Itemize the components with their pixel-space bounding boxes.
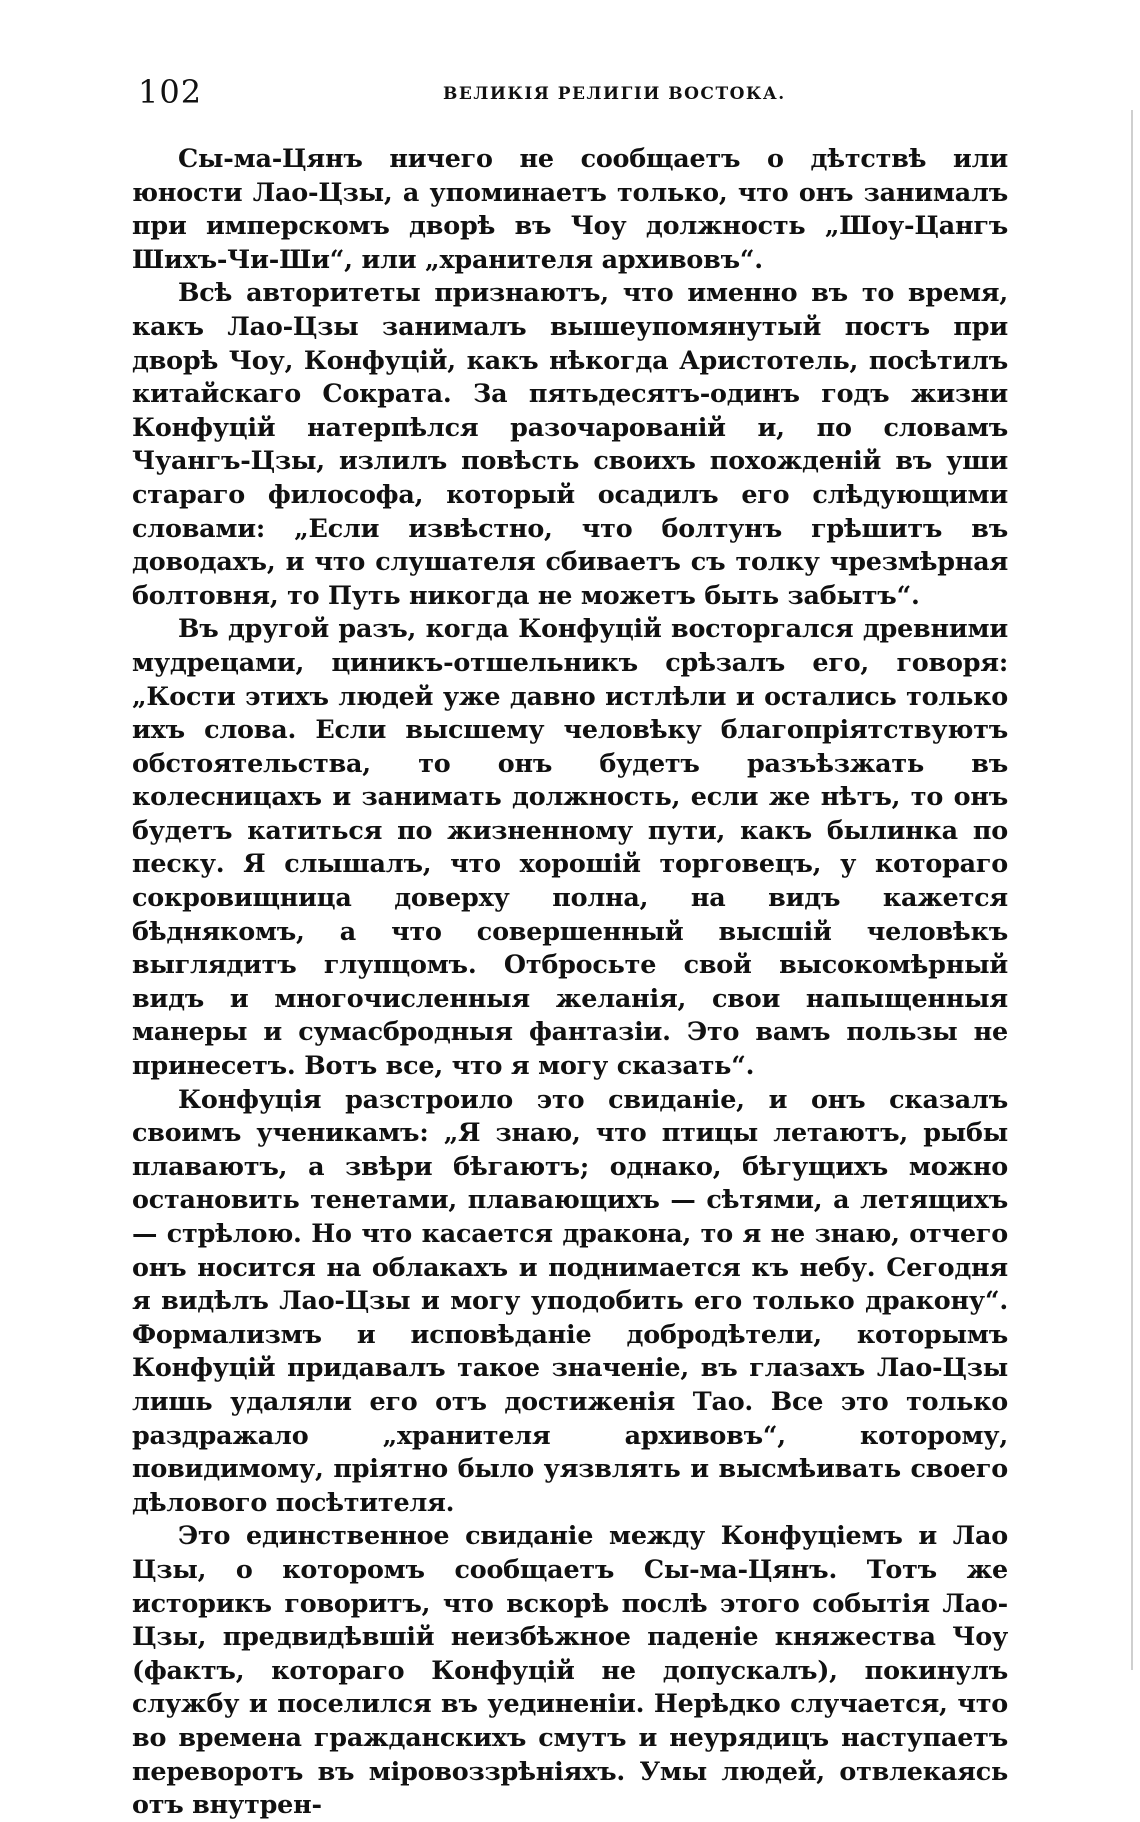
body-text — [132, 142, 1008, 1822]
page-header — [138, 72, 998, 112]
page-number: 102 — [138, 73, 203, 111]
paragraph: Въ другой разъ, когда Конфуцiй восторгался древними мудрецами, циникъ-отшельникъ срѣзалъ его, говоря: „Кости этихъ людей уже давно истлѣли и остались только ихъ слова. Если высшему человѣку благопрiятствуютъ обстоятельства, то онъ будетъ разъѣзжать въ колесницахъ и занимать должность, если же нѣтъ, то онъ будетъ катиться по жизненному пути, какъ былинка по песку. Я слышалъ, что хорошiй торговецъ, у котораго сокровищница доверху полна, на видъ кажется бѣднякомъ, а что совершенный высшiй человѣкъ выглядитъ глупцомъ. Отбросьте свой высокомѣрный видъ и многочисленныя желанiя, свои напыщенныя манеры и сумасбродныя фантазiи. Это вамъ пользы не принесетъ. Вотъ все, что я могу сказать“. — [132, 613, 1008, 1081]
running-title: ВЕЛИКIЯ РЕЛИГIИ ВОСТОКА. — [443, 84, 786, 104]
page-edge-line — [1131, 110, 1133, 1670]
paragraph: Всѣ авторитеты признаютъ, что именно въ то время, какъ Лао-Цзы занималъ вышеупомянутый постъ при дворѣ Чоу, Конфуцiй, какъ нѣкогда Аристотель, посѣтилъ китайскаго Сократа. За пятьдесятъ-одинъ годъ жизни Конфуцiй натерпѣлся разочарованiй и, по словамъ Чуангъ-Цзы, излилъ повѣсть своихъ похожденiй въ уши стараго философа, который осадилъ его слѣдующими словами: „Если извѣстно, что болтунъ грѣшитъ въ доводахъ, и что слушателя сбиваетъ съ толку чрезмѣрная болтовня, то Путь никогда не можетъ быть забытъ“. — [132, 277, 1008, 610]
paragraph: Это единственное свиданiе между Конфуцiемъ и Лао Цзы, о которомъ сообщаетъ Сы-ма-Цянъ. Тотъ же историкъ говоритъ, что вскорѣ послѣ этого событiя Лао-Цзы, предвидѣвшiй неизбѣжное паденiе княжества Чоу (фактъ, котораго Конфуцiй не допускалъ), покинулъ службу и поселился въ уединенiи. Нерѣдко случается, что во времена гражданскихъ смутъ и неурядицъ наступаетъ переворотъ въ мiровоззрѣнiяхъ. Умы людей, отвлекаясь отъ внутрен- — [132, 1520, 1008, 1820]
paragraph: Сы-ма-Цянъ ничего не сообщаетъ о дѣтствѣ или юности Лао-Цзы, а упоминаетъ только, что онъ занималъ при имперскомъ дворѣ въ Чоу должность „Шоу-Цангъ Шихъ-Чи-Ши“, или „хранителя архивовъ“. — [132, 143, 1008, 274]
paragraph: Конфуцiя разстроило это свиданiе, и онъ сказалъ своимъ ученикамъ: „Я знаю, что птицы летаютъ, рыбы плаваютъ, а звѣри бѣгаютъ; однако, бѣгущихъ можно остановить тенетами, плавающихъ — сѣтями, а летящихъ — стрѣлою. Но что касается дракона, то я не знаю, отчего онъ носится на облакахъ и поднимается къ небу. Сегодня я видѣлъ Лао-Цзы и могу уподобить его только дракону“. Формализмъ и исповѣданiе добродѣтели, которымъ Конфуцiй придавалъ такое значенiе, въ глазахъ Лао-Цзы лишь удаляли его отъ достиженiя Тао. Все это только раздражало „хранителя архивовъ“, которому, повидимому, прiятно было уязвлять и высмѣивать своего дѣлового посѣтителя. — [132, 1083, 1008, 1517]
